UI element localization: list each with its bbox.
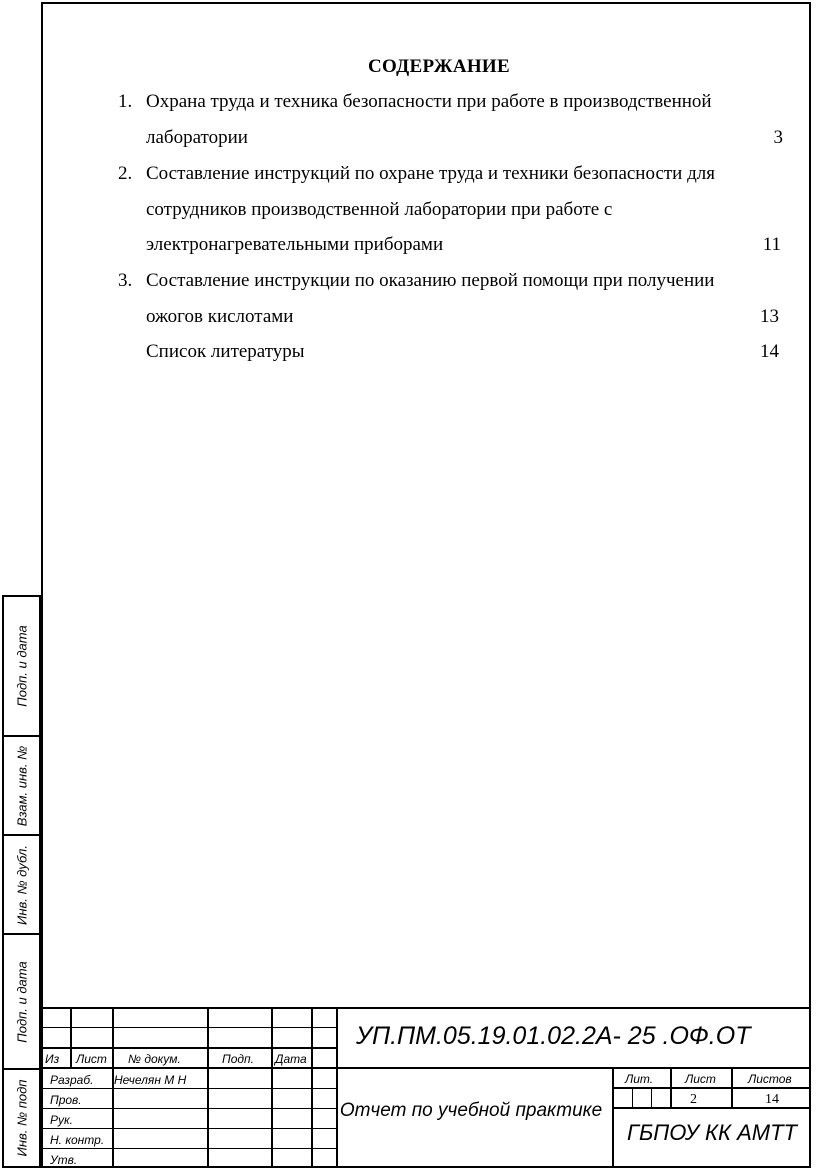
toc-item-text: Охрана труда и техника безопасности при работе в производственной bbox=[146, 91, 712, 112]
header-col-izm: Из bbox=[45, 1052, 60, 1066]
toc-item-number: 2. bbox=[118, 163, 133, 184]
sheets-value: 14 bbox=[765, 1092, 779, 1107]
side-stamp-label: Подп. и дата bbox=[14, 960, 29, 1043]
sheet-value: 2 bbox=[690, 1092, 697, 1107]
header-col-list: Лист bbox=[76, 1052, 107, 1066]
side-stamp-field bbox=[2, 933, 41, 1070]
sheet-label: Лист bbox=[685, 1072, 716, 1086]
toc-item-text: сотрудников производственной лаборатории при работе с bbox=[146, 199, 613, 220]
toc-title: СОДЕРЖАНИЕ bbox=[368, 56, 510, 77]
role-checker: Пров. bbox=[50, 1093, 82, 1107]
header-col-doc-num: № докум. bbox=[128, 1052, 181, 1066]
side-stamp-label: Взам. инв. № bbox=[14, 745, 29, 826]
report-title: Отчет по учебной практике bbox=[339, 1100, 603, 1121]
toc-page-number: 13 bbox=[760, 306, 779, 327]
header-col-sign: Подп. bbox=[222, 1052, 254, 1066]
toc-item-text: электронагревательными приборами bbox=[146, 234, 444, 255]
side-stamp-label: Инв. № подп bbox=[14, 1079, 29, 1157]
toc-item-text: Составление инструкции по оказанию первой помощи при получении bbox=[146, 270, 715, 291]
document-code: УП.ПМ.05.19.01.02.2А- 25 .ОФ.ОТ bbox=[356, 1022, 751, 1050]
toc-item-text: лаборатории bbox=[146, 127, 248, 148]
role-approved: Утв. bbox=[50, 1153, 78, 1167]
side-stamp-label: Инв. № дубл. bbox=[14, 844, 29, 925]
side-stamp-field bbox=[2, 1068, 41, 1168]
developer-name: Нечелян М Н bbox=[114, 1073, 187, 1087]
lit-label: Лит. bbox=[625, 1072, 654, 1086]
side-stamp-field bbox=[2, 834, 41, 935]
toc-item-text: ожогов кислотами bbox=[146, 306, 294, 327]
role-developer: Разраб. bbox=[50, 1073, 94, 1087]
toc-page-number: 11 bbox=[762, 234, 781, 255]
role-norm-control: Н. контр. bbox=[50, 1133, 105, 1147]
toc-page-number: 3 bbox=[773, 127, 783, 148]
organization: ГБПОУ КК АМТТ bbox=[627, 1120, 797, 1145]
sheets-label: Листов bbox=[748, 1072, 792, 1086]
toc-item-number: 1. bbox=[118, 91, 133, 112]
side-stamp-field bbox=[2, 735, 41, 836]
side-stamp-label: Подп. и дата bbox=[14, 625, 29, 707]
toc-references-label: Список литературы bbox=[146, 341, 305, 362]
toc-item-number: 3. bbox=[118, 270, 133, 291]
header-col-date: Дата bbox=[275, 1052, 307, 1066]
side-stamp-field bbox=[2, 595, 41, 737]
toc-page-number: 14 bbox=[760, 341, 779, 362]
toc-item-text: Составление инструкций по охране труда и техники безопасности для bbox=[146, 163, 715, 184]
role-supervisor: Рук. bbox=[50, 1113, 74, 1127]
